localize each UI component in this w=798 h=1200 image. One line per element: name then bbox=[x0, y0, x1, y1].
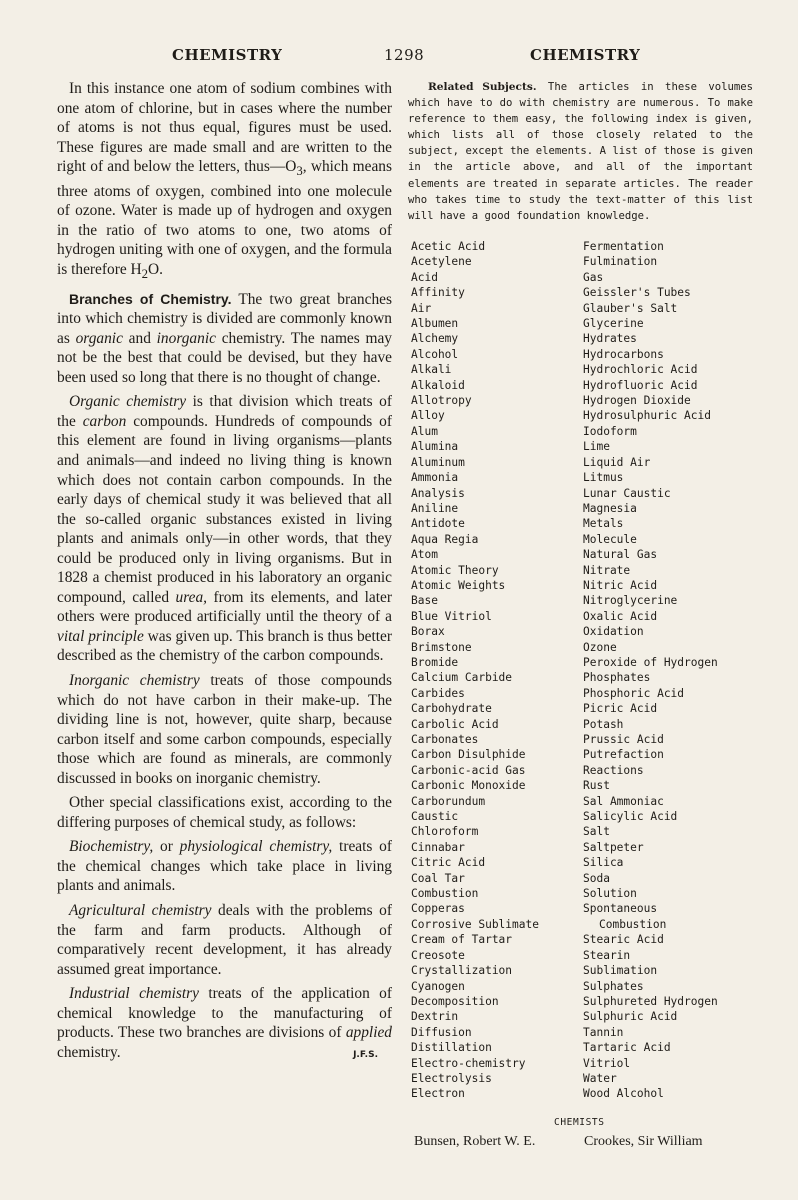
index-entry: Blue Vitriol bbox=[411, 609, 492, 623]
index-entry: Stearin bbox=[583, 948, 631, 962]
index-entry: Chloroform bbox=[411, 825, 479, 839]
index-entry: Solution bbox=[583, 887, 637, 901]
index-entry: Acetic Acid bbox=[411, 240, 486, 253]
index-entry: Aniline bbox=[411, 501, 459, 515]
index-entry: Fulmination bbox=[583, 255, 658, 269]
index-entry: Litmus bbox=[583, 471, 624, 485]
index-entry: Oxidation bbox=[583, 625, 644, 639]
index-entry: Phosphates bbox=[583, 671, 651, 685]
index-entry: Carbohydrate bbox=[411, 702, 492, 716]
index-entry: Glauber's Salt bbox=[583, 301, 678, 315]
index-entry: Oxalic Acid bbox=[583, 609, 658, 623]
index-entry: Soda bbox=[583, 871, 610, 885]
index-entry: Hydrates bbox=[583, 332, 637, 346]
index-entry: Molecule bbox=[583, 532, 637, 546]
index-entry: Ammonia bbox=[411, 471, 459, 485]
index-entry: Alkali bbox=[411, 363, 452, 377]
index-entry: Caustic bbox=[411, 810, 459, 824]
related-subjects-heading: Related Subjects. bbox=[428, 81, 537, 93]
index-entry: Salicylic Acid bbox=[583, 810, 678, 824]
index-entry: Silica bbox=[583, 856, 624, 870]
index-entry: Carbonic-acid Gas bbox=[411, 763, 526, 777]
index-entry: Air bbox=[411, 301, 432, 315]
index-entry: Stearic Acid bbox=[583, 933, 664, 947]
index-entry: Calcium Carbide bbox=[411, 671, 513, 685]
index-entry: Sulphuric Acid bbox=[583, 1010, 678, 1024]
index-entry: Potash bbox=[583, 717, 624, 731]
index-entry: Carbides bbox=[411, 686, 465, 700]
index-entry: Alloy bbox=[411, 409, 445, 423]
index-entry: Carborundum bbox=[411, 794, 486, 808]
index-entry: Corrosive Sublimate bbox=[411, 917, 539, 931]
index-entry: Atomic Theory bbox=[411, 563, 499, 577]
right-column bbox=[408, 79, 754, 1101]
index-entry: Allotropy bbox=[411, 394, 472, 408]
index-entry: Nitric Acid bbox=[583, 578, 658, 592]
index-entry: Water bbox=[583, 1071, 617, 1085]
index-entry: Peroxide of Hydrogen bbox=[583, 655, 718, 669]
index-entry: Acid bbox=[411, 270, 438, 284]
index-entry: Coal Tar bbox=[411, 871, 465, 885]
index-entry: Tannin bbox=[583, 1025, 624, 1039]
index-entry: Nitroglycerine bbox=[583, 594, 678, 608]
index-entry: Hydrofluoric Acid bbox=[583, 378, 698, 392]
index-entry: Alumina bbox=[411, 440, 459, 454]
index-entry: Aqua Regia bbox=[411, 532, 479, 546]
index-entry: Acetylene bbox=[411, 255, 472, 269]
index-entry: Lunar Caustic bbox=[583, 486, 671, 500]
index-entry: Base bbox=[411, 594, 438, 608]
index-entry: Affinity bbox=[411, 286, 465, 300]
index-entry: Atom bbox=[411, 548, 438, 562]
index-entry: Tartaric Acid bbox=[583, 1041, 671, 1055]
paragraph-inorganic: Inorganic chemistry treats of those compounds which do not have carbon in their make-up. The dividing line is not, however, quite sharp, because carbon itself and some carbon compounds, especially those which are found as minerals, are commonly discussed in books on inorganic chemistry. bbox=[57, 672, 392, 787]
index-entry: Lime bbox=[583, 440, 610, 454]
index-entry: Bromide bbox=[411, 655, 459, 669]
section-heading: Branches of Chemistry. bbox=[69, 290, 232, 307]
index-entry: Geissler's Tubes bbox=[583, 286, 691, 300]
index-entry: Distillation bbox=[411, 1041, 492, 1055]
index-entry: Sublimation bbox=[583, 964, 658, 978]
index-entry: Glycerine bbox=[583, 317, 644, 331]
index-entry: Hydrocarbons bbox=[583, 347, 664, 361]
index-entry: Vitriol bbox=[583, 1056, 631, 1070]
index-entry: Hydrogen Dioxide bbox=[583, 394, 691, 408]
index-entry: Brimstone bbox=[411, 640, 472, 654]
index-entry: Prussic Acid bbox=[583, 733, 664, 746]
chemists-heading: CHEMISTS bbox=[554, 1117, 605, 1128]
index-entry: Carbolic Acid bbox=[411, 717, 499, 731]
index-entry: Carbon Disulphide bbox=[411, 748, 526, 762]
index-entry: Fermentation bbox=[583, 240, 664, 253]
index-entry: Combustion bbox=[599, 917, 667, 931]
index-entry: Carbonates bbox=[411, 733, 479, 746]
index-entry: Nitrate bbox=[583, 563, 631, 577]
index-entry: Putrefaction bbox=[583, 748, 664, 762]
index-entry: Copperas bbox=[411, 902, 465, 916]
chemist-name: Bunsen, Robert W. E. bbox=[414, 1134, 536, 1149]
index-entry: Magnesia bbox=[583, 501, 637, 515]
paragraph-organic: Organic chemistry is that division which treats of the carbon compounds. Hundreds of compounds of this element are found in living organisms—plants and animals—and indeed no living thing is known which does not contain carbon compounds. In the early days of chemical study it was believed that all the so-called organic substances existed in living plants and animals only—in other words, that they could be produced only in living organisms. But in 1828 a chemist produced in his laboratory an organic compound, called urea, from its elements, and later others were produced artificially until the theory of a vital principle was given up. This branch is thus better described as the chemistry of the carbon compounds. bbox=[57, 393, 393, 665]
index-entry: Iodoform bbox=[583, 424, 637, 438]
index-entry: Alcohol bbox=[411, 347, 459, 361]
index-entry: Albumen bbox=[411, 317, 459, 331]
index-entry: Liquid Air bbox=[583, 455, 651, 469]
index-entry: Diffusion bbox=[411, 1025, 472, 1039]
paragraph-branches: Branches of Chemistry. The two great branches into which chemistry is divided are commonly known as organic and inorganic chemistry. The names may not be the best that could be devised, but they have been used so long that there is no thought of change. bbox=[57, 290, 392, 386]
index-entry: Sal Ammoniac bbox=[583, 794, 664, 808]
index-entry: Cinnabar bbox=[411, 840, 465, 854]
author-signature: J.F.S. bbox=[353, 1049, 378, 1060]
index-column-a bbox=[411, 239, 586, 1102]
index-column-b bbox=[583, 239, 758, 1102]
index-entry: Cyanogen bbox=[411, 979, 465, 993]
index-entry: Metals bbox=[583, 517, 624, 531]
left-column bbox=[57, 79, 392, 1067]
paragraph-classifications: Other special classifications exist, according to the differing purposes of chemical study, as follows: bbox=[57, 794, 392, 831]
index-entry: Alkaloid bbox=[411, 378, 465, 392]
index-entry: Natural Gas bbox=[583, 548, 658, 562]
index-entry: Hydrochloric Acid bbox=[583, 363, 698, 377]
header-right: CHEMISTRY bbox=[530, 46, 641, 64]
index-entry: Spontaneous bbox=[583, 902, 658, 916]
index-entry: Rust bbox=[583, 779, 610, 793]
paragraph-biochemistry: Biochemistry, or physiological chemistry, treats of the chemical changes which take place in living plants and animals. bbox=[57, 838, 392, 895]
index-entry: Aluminum bbox=[411, 455, 465, 469]
index-entry: Electrolysis bbox=[411, 1071, 492, 1085]
paragraph-agricultural: Agricultural chemistry deals with the problems of the farm and farm products. Although of comparatively recent development, it has already assumed great importance. bbox=[57, 902, 392, 978]
page-number: 1298 bbox=[384, 46, 425, 64]
index-entry: Alum bbox=[411, 424, 438, 438]
index-entry: Creosote bbox=[411, 948, 465, 962]
paragraph-industrial: Industrial chemistry treats of the application of chemical knowledge to the manufacturing of products. These two branches are divisions of applied chemistry. J.F.S. bbox=[57, 984, 392, 1062]
header-left: CHEMISTRY bbox=[172, 46, 283, 64]
index-entry: Wood Alcohol bbox=[583, 1087, 664, 1101]
index-entry: Electro-chemistry bbox=[411, 1056, 526, 1070]
index-entry: Saltpeter bbox=[583, 840, 644, 854]
index-entry: Hydrosulphuric Acid bbox=[583, 409, 711, 423]
index-entry: Salt bbox=[583, 825, 610, 839]
index-entry: Cream of Tartar bbox=[411, 933, 513, 947]
index-entry: Borax bbox=[411, 625, 445, 639]
paragraph-formulas: In this instance one atom of sodium combines with one atom of chlorine, but in cases where the number of atoms is not thus equal, figures must be used. These figures are made small and are written to the right of and below the letters, $thus—O_3$, which means three atoms of oxygen, combined into one molecule of ozone. Water is made up of hydrogen and oxygen in the ratio of two atoms to one, two atoms of hydrogen uniting with one of oxygen, and the formula is therefore $H_2O$. bbox=[57, 80, 392, 282]
index-entry: Ozone bbox=[583, 640, 617, 654]
index-entry: Sulphates bbox=[583, 979, 644, 993]
index-entry: Antidote bbox=[411, 517, 465, 531]
index-entry: Picric Acid bbox=[583, 702, 658, 716]
index-entry: Crystallization bbox=[411, 964, 513, 978]
index-entry: Carbonic Monoxide bbox=[411, 779, 526, 793]
index-entry: Sulphureted Hydrogen bbox=[583, 994, 718, 1008]
chemist-name: Crookes, Sir William bbox=[584, 1134, 703, 1149]
index-entry: Citric Acid bbox=[411, 856, 486, 870]
index-entry: Alchemy bbox=[411, 332, 459, 346]
index-entry: Dextrin bbox=[411, 1010, 459, 1024]
index-entry: Atomic Weights bbox=[411, 578, 506, 592]
index-entry: Electron bbox=[411, 1087, 465, 1101]
index-entry: Decomposition bbox=[411, 994, 499, 1008]
index-entry: Phosphoric Acid bbox=[583, 686, 685, 700]
index-entry: Reactions bbox=[583, 763, 644, 777]
related-subjects-intro: Related Subjects. The articles in these volumes which have to do with chemistry are numerous. To make reference to them easy, the following index is given, which lists all of those closely related to the subject, except the elements. A list of those is given in the article above, and all of the important elements are treated in separate articles. The reader who takes time to study the text-matter of this list will have a good foundation knowledge. bbox=[408, 81, 754, 222]
index-entry: Gas bbox=[583, 270, 604, 284]
index-entry: Analysis bbox=[411, 486, 465, 500]
index-entry: Combustion bbox=[411, 887, 479, 901]
running-header bbox=[0, 46, 798, 70]
